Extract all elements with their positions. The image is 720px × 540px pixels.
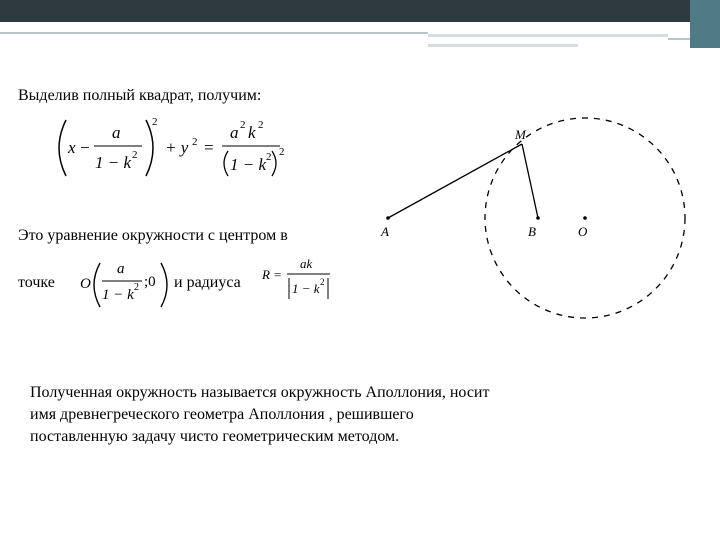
segment-AM (388, 144, 522, 218)
eq-a: a (112, 123, 121, 142)
point-B (536, 216, 540, 220)
eq-den2-exp: 2 (279, 146, 285, 158)
eq-x: x (68, 138, 76, 157)
center-den-exp: 2 (134, 282, 139, 293)
radius-den: 1 − k (292, 281, 320, 296)
label-B: B (528, 224, 536, 239)
paren-left (59, 120, 66, 176)
eq-minus: − (80, 138, 90, 157)
heading-text: Выделив полный квадрат, получим: (18, 87, 262, 104)
paren-right (272, 151, 276, 176)
point-word: точке (18, 274, 55, 291)
apollonius-paragraph: Полученная окружность называется окружность Аполлония, носит имя древнегреческого геометра Аполлония , решившего поставленную задачу чисто геометрическим методом. (30, 384, 490, 445)
eq-den-exp: 2 (132, 149, 138, 161)
paren-right (146, 120, 153, 176)
apollonius-figure (380, 118, 685, 318)
label-M: M (515, 127, 526, 142)
label-A: A (381, 224, 389, 239)
eq-num-k: k (248, 123, 256, 142)
eq-num-a: a (230, 123, 239, 142)
center-den: 1 − k (102, 287, 134, 303)
label-O: O (578, 224, 588, 239)
point-O (583, 216, 587, 220)
eq-den2: 1 − k (230, 155, 267, 174)
center-zero: ;0 (144, 274, 156, 290)
paren-left (224, 151, 228, 176)
eq-num-k-exp: 2 (258, 119, 264, 131)
eq-plus-y: + y (165, 138, 189, 157)
point-A (386, 216, 390, 220)
radius-den-exp: 2 (320, 277, 325, 287)
radius-word: и радиуса (174, 274, 241, 291)
paren-right (161, 263, 167, 307)
eq-den2-k-exp: 2 (266, 151, 272, 163)
radius-ak: ak (300, 256, 313, 271)
segment-MB (522, 144, 538, 218)
center-sentence: Это уравнение окружности с центром в (18, 227, 288, 244)
radius-R: R (262, 267, 270, 282)
eq-equals: = (204, 138, 214, 157)
radius-formula (261, 256, 330, 299)
eq-num-a-exp: 2 (240, 119, 246, 131)
eq-paren-exp: 2 (152, 116, 158, 128)
eq-y-exp: 2 (192, 136, 198, 148)
radius-eq: = (274, 267, 282, 282)
center-a: a (117, 261, 125, 277)
center-O: O (80, 276, 91, 292)
paren-left (94, 263, 100, 307)
eq-den: 1 − k (95, 153, 132, 172)
center-formula (80, 261, 167, 307)
